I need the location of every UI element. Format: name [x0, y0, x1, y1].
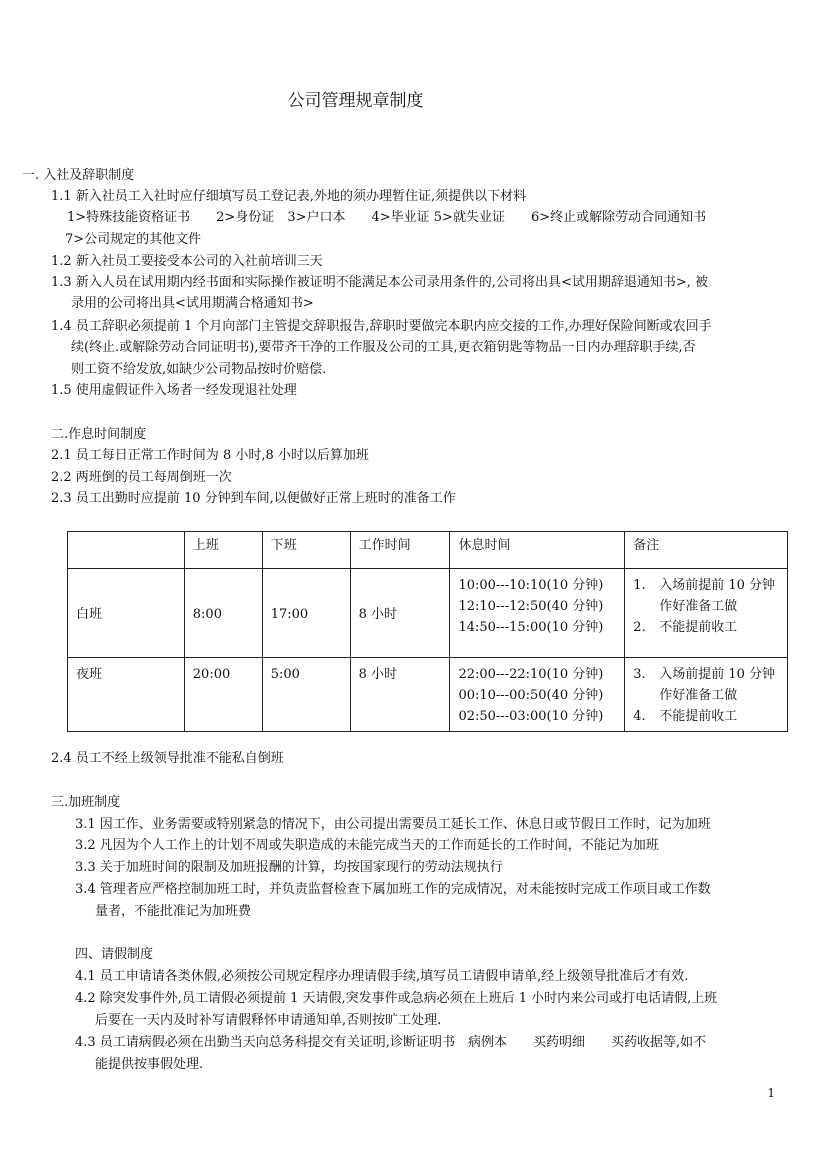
section-heading-2: 二.作息时间制度: [51, 427, 147, 442]
shift-end: 5:00: [262, 658, 350, 732]
section-heading-4: 四、请假制度: [75, 947, 154, 962]
shift-name: 白班: [68, 569, 185, 658]
page-number: 1: [767, 1086, 775, 1100]
shift-breaks: [450, 658, 625, 732]
break-line: 10:00---10:10(10 分钟): [458, 578, 604, 593]
shift-hours: 8 小时: [350, 569, 450, 658]
section-heading-1: 一. 入社及辞职制度: [22, 168, 135, 183]
break-line: 00:10---00:50(40 分钟): [458, 688, 604, 703]
shift-breaks: [450, 569, 625, 658]
clause-3-1: 3.1 因工作、业务需要或特别紧急的情况下，由公司提出需要员工延长工作、休息日或节假日工作时，记为加班: [75, 817, 711, 832]
table-row-night: [68, 658, 788, 732]
clause-1-3: 1.3 新入人员在试用期内经书面和实际操作被证明不能满足本公司录用条件的,公司将出具<试用期辞退通知书>, 被: [51, 275, 708, 290]
break-line: 12:10---12:50(40 分钟): [458, 599, 604, 614]
note-number: 1.: [633, 578, 646, 593]
clause-2-3: 2.3 员工出勤时应提前 10 分钟到车间,以便做好正常上班时的准备工作: [51, 491, 456, 506]
header-notes: 备注: [625, 532, 788, 569]
break-line: 14:50---15:00(10 分钟): [458, 620, 604, 635]
shift-notes: [625, 658, 788, 732]
note-number: 2.: [633, 620, 646, 635]
note-number: 4.: [633, 709, 646, 724]
shift-name: 夜班: [68, 658, 185, 732]
clause-3-3: 3.3 关于加班时间的限制及加班报酬的计算，均按国家现行的劳动法规执行: [75, 860, 503, 875]
clause-2-2: 2.2 两班倒的员工每周倒班一次: [51, 470, 232, 485]
note-number: 3.: [633, 667, 646, 682]
note-text: 作好准备工做: [659, 599, 738, 614]
clause-2-4: 2.4 员工不经上级领导批准不能私自倒班: [51, 751, 284, 766]
clause-1-1: 1.1 新入社员工入社时应仔细填写员工登记表,外地的须办理暂住证,须提供以下材料: [51, 189, 527, 204]
section-heading-3: 三.加班制度: [51, 795, 121, 810]
shift-start: 8:00: [184, 569, 262, 658]
shift-start: 20:00: [184, 658, 262, 732]
schedule-table: [67, 531, 788, 732]
clause-1-2: 1.2 新入社员工要接受本公司的入社前培训三天: [51, 254, 323, 269]
clause-1-4-cont2: 则工资不给发放,如缺少公司物品按时价赔偿.: [71, 362, 327, 377]
note-item: [633, 575, 779, 617]
clause-4-3-cont: 能提供按事假处理.: [95, 1057, 204, 1072]
break-line: 22:00---22:10(10 分钟): [458, 667, 604, 682]
clause-4-3: 4.3 员工请病假必须在出勤当天向总务科提交有关证明,诊断证明书 病例本 买药明细 买药收据等,如不: [75, 1035, 707, 1050]
note-item: [633, 617, 779, 638]
clause-3-4: 3.4 管理者应严格控制加班工时，并负责监督检查下属加班工作的完成情况，对未能按时完成工作项目或工作数: [75, 882, 711, 897]
clause-3-4-cont: 量者，不能批准记为加班费: [95, 904, 252, 919]
clause-4-1: 4.1 员工申请请各类休假,必须按公司规定程序办理请假手续,填写员工请假申请单,经上级领导批准后才有效.: [75, 969, 689, 984]
clause-1-1-other: 7>公司规定的其他文件: [65, 232, 202, 247]
clause-1-4: 1.4 员工辞职必须提前 1 个月向部门主管提交辞职报告,辞职时要做完本职内应交接的工作,办理好保险间断或农回手: [51, 319, 712, 334]
clause-1-5: 1.5 使用虚假证件入场者一经发现退社处理: [51, 383, 297, 398]
clause-4-2-cont: 后要在一天内及时补写请假释怀申请通知单,否则按旷工处理.: [95, 1013, 442, 1028]
clause-1-4-cont1: 续(终止.或解除劳动合同证明书),要带齐干净的工作服及公司的工具,更衣箱钥匙等物品一日内办理辞职手续,否: [71, 340, 696, 355]
clause-3-2: 3.2 凡因为个人工作上的计划不周或失职造成的未能完成当天的工作而延长的工作时间，不能记为加班: [75, 838, 659, 853]
header-breaks: 休息时间: [450, 532, 625, 569]
header-hours: 工作时间: [350, 532, 450, 569]
header-end: 下班: [262, 532, 350, 569]
clause-1-1-materials: 1>特殊技能资格证书 2>身份证 3>户口本 4>毕业证 5>就失业证 6>终止或解除劳动合同通知书: [67, 210, 707, 225]
page-title: 公司管理规章制度: [287, 91, 424, 111]
header-shift: [68, 532, 185, 569]
clause-2-1: 2.1 员工每日正常工作时间为 8 小时,8 小时以后算加班: [51, 448, 369, 463]
header-start: 上班: [184, 532, 262, 569]
shift-hours: 8 小时: [350, 658, 450, 732]
note-text: 作好准备工做: [659, 688, 738, 703]
note-text: 不能提前收工: [659, 620, 738, 635]
shift-end: 17:00: [262, 569, 350, 658]
note-item: [633, 706, 779, 727]
shift-notes: [625, 569, 788, 658]
note-item: [633, 664, 779, 706]
clause-4-2: 4.2 除突发事件外,员工请假必须提前 1 天请假,突发事件或急病必须在上班后 1 小时内来公司或打电话请假,上班: [75, 991, 718, 1006]
note-text: 入场前提前 10 分钟: [659, 667, 776, 682]
break-line: 02:50---03:00(10 分钟): [458, 709, 604, 724]
note-text: 不能提前收工: [659, 709, 738, 724]
table-row-day: [68, 569, 788, 658]
table-header-row: [68, 532, 788, 569]
clause-1-3-cont: 录用的公司将出具<试用期满合格通知书>: [71, 296, 314, 311]
note-text: 入场前提前 10 分钟: [659, 578, 776, 593]
